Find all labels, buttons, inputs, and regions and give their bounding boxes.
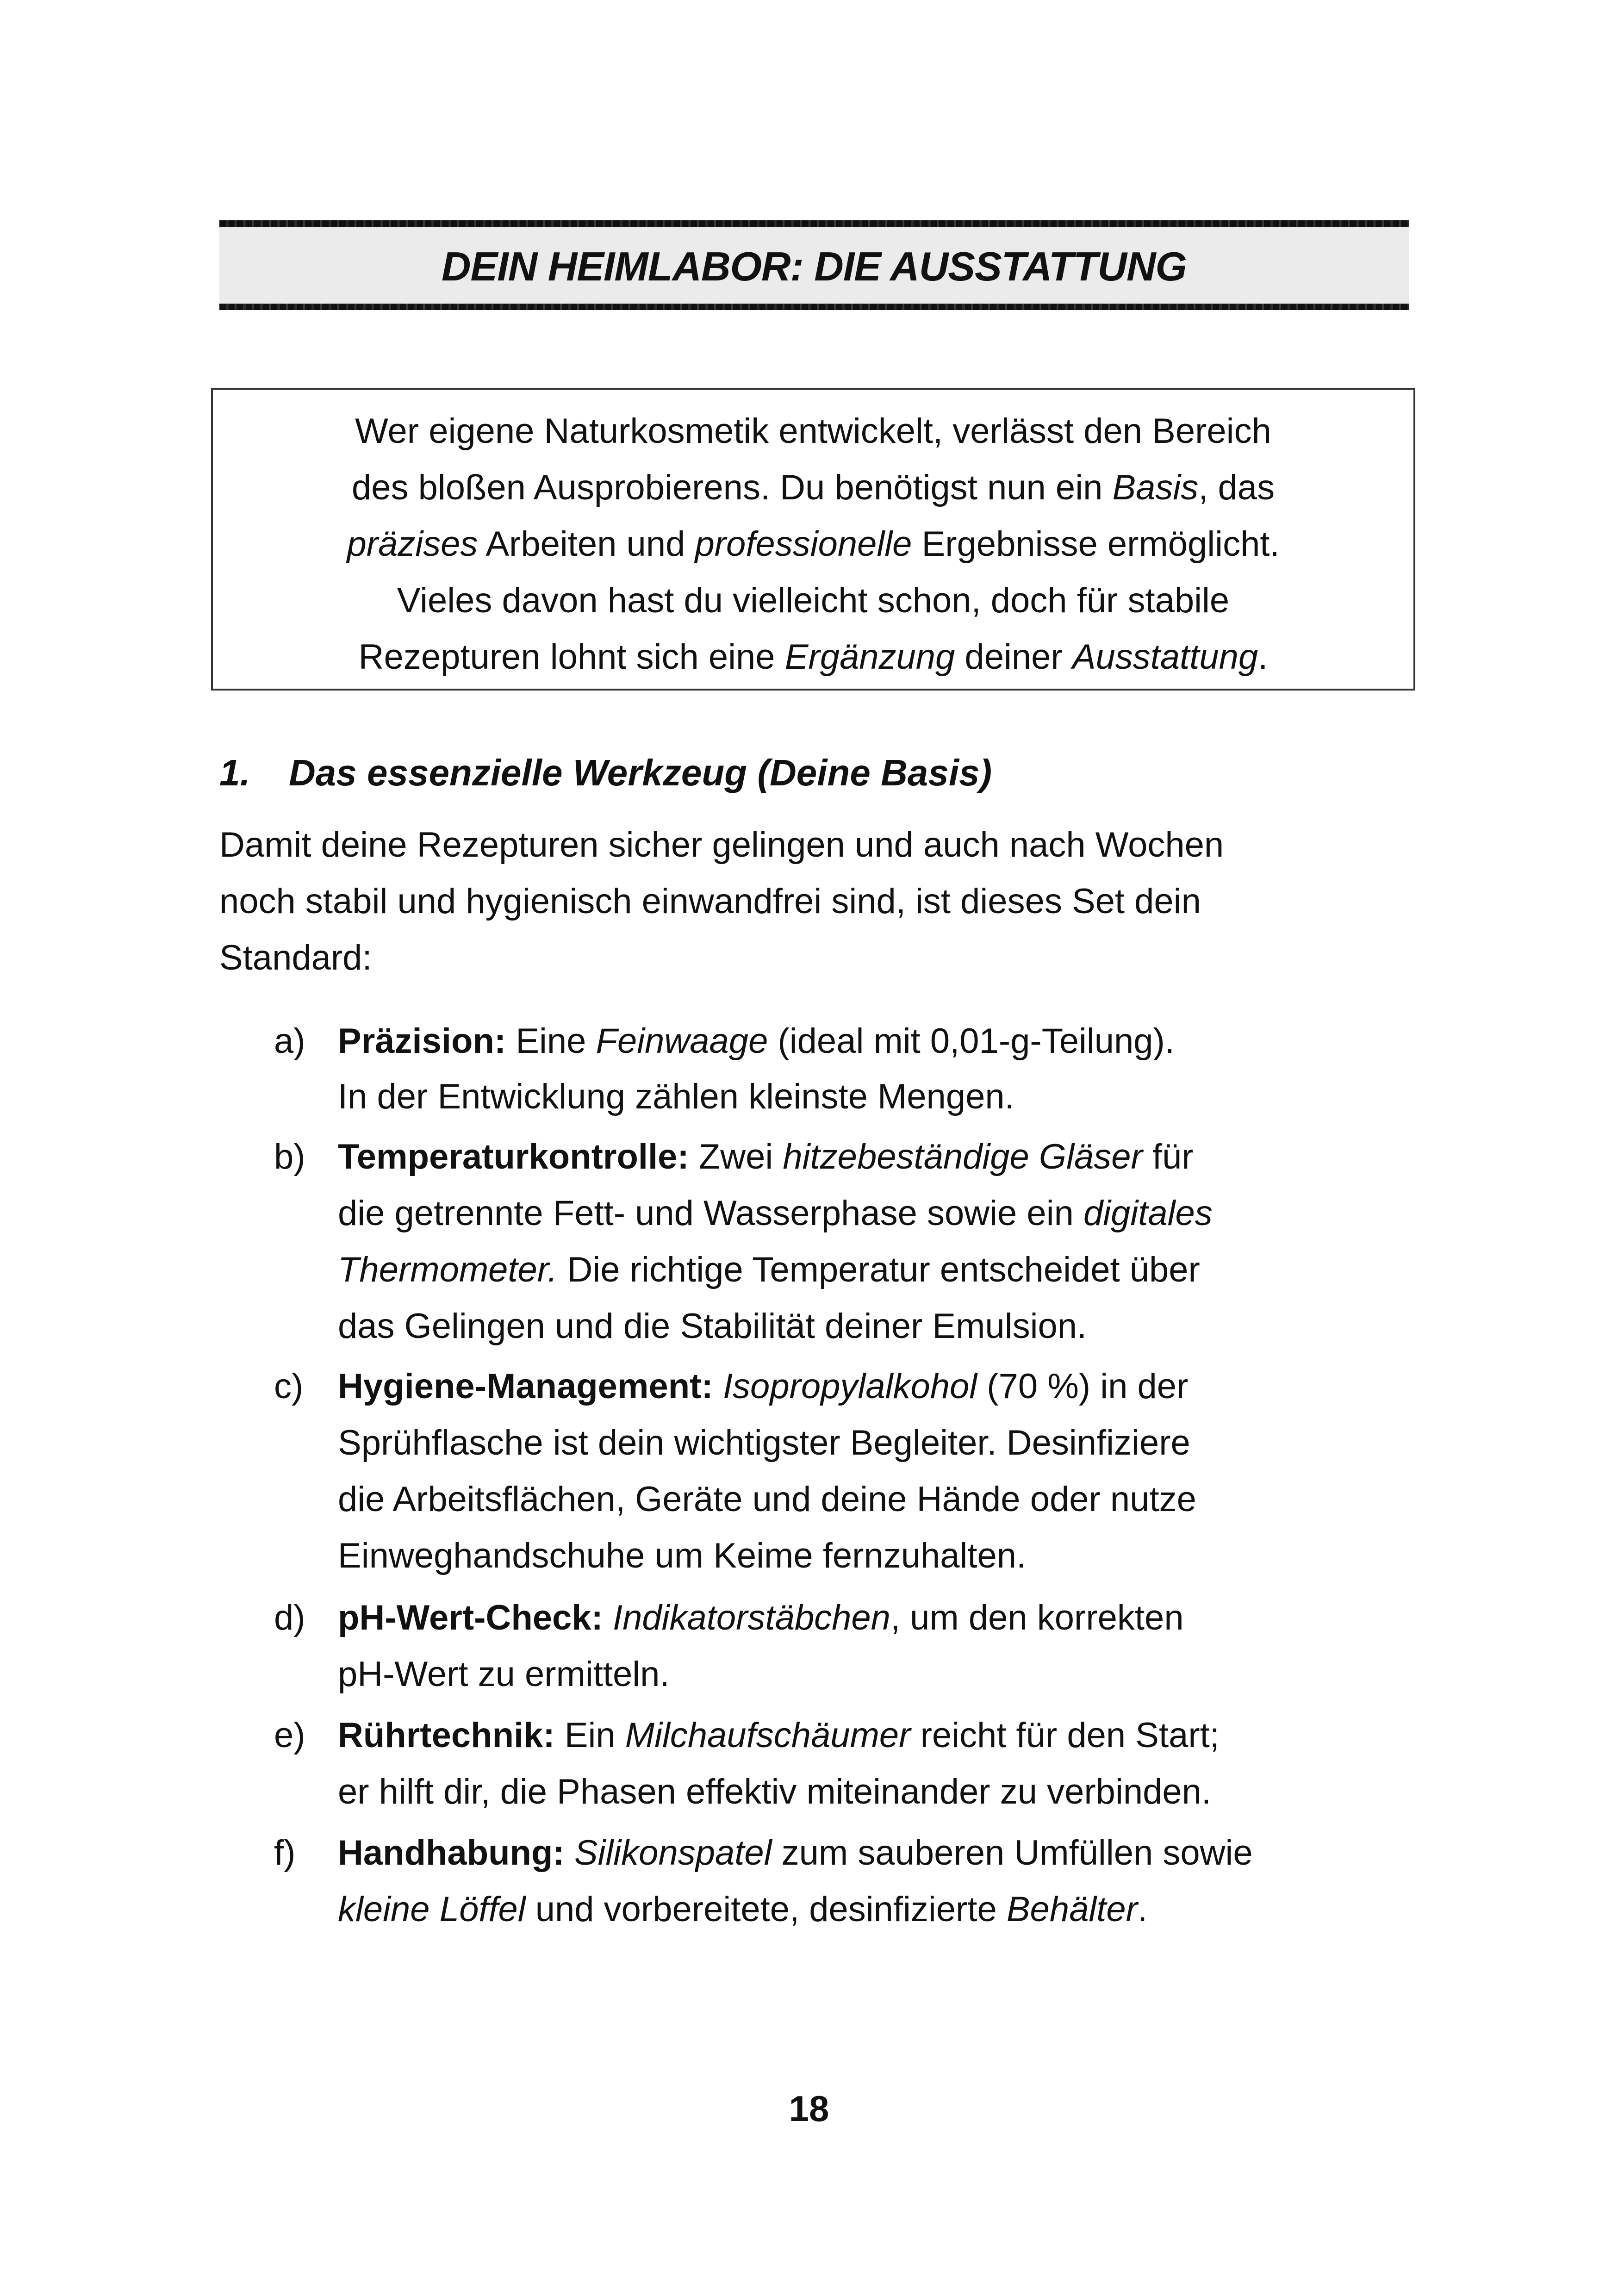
paragraph-line: Damit deine Rezepturen sicher gelingen und auch nach Wochen — [219, 825, 1224, 865]
item-emphasis: Thermometer. — [338, 1250, 558, 1289]
item-text: . — [1137, 1890, 1148, 1929]
item-text: (70 %) in der — [977, 1367, 1189, 1406]
page-number: 18 — [789, 2088, 829, 2129]
list-marker: c) — [274, 1367, 304, 1406]
intro-emphasis: Ergänzung — [784, 637, 955, 677]
intro-text: , das — [1198, 468, 1275, 507]
item-emphasis: Indikatorstäbchen — [612, 1598, 890, 1637]
intro-line — [213, 408, 1413, 454]
item-label: Hygiene-Management: — [338, 1367, 713, 1406]
section-heading — [219, 750, 992, 796]
list-marker: d) — [274, 1598, 305, 1637]
title-banner — [219, 220, 1409, 310]
item-text: Zwei — [689, 1137, 783, 1176]
item-emphasis: Silikonspatel — [574, 1833, 772, 1873]
list-marker: a) — [274, 1021, 305, 1061]
intro-text: des bloßen Ausprobierens. Du benötigst nun ein — [351, 468, 1113, 507]
list-item-line: pH-Wert zu ermitteln. — [338, 1655, 670, 1694]
paragraph-line: Standard: — [219, 938, 372, 977]
intro-text: Vieles davon hast du vielleicht schon, doch für stabile — [397, 581, 1230, 620]
list-item-line — [338, 1886, 1147, 1933]
item-emphasis: Isopropylalkohol — [722, 1367, 977, 1406]
list-item-line: die Arbeitsflächen, Geräte und deine Hände oder nutze — [338, 1480, 1196, 1519]
item-text: Die richtige Temperatur entscheidet über — [557, 1250, 1200, 1289]
list-marker: f) — [274, 1833, 296, 1873]
list-item-line — [338, 1830, 1253, 1876]
intro-text: deiner — [955, 637, 1072, 677]
intro-emphasis: Ausstattung — [1072, 637, 1258, 677]
item-label: Temperaturkontrolle: — [338, 1137, 689, 1176]
list-marker: b) — [274, 1137, 305, 1176]
intro-emphasis: Basis — [1112, 468, 1199, 507]
item-text — [603, 1598, 613, 1637]
list-item-line — [338, 1363, 1188, 1410]
intro-emphasis: professionelle — [695, 524, 912, 564]
list-item-line: Einweghandschuhe um Keime fernzuhalten. — [338, 1536, 1027, 1575]
item-label: Rührtechnik: — [338, 1716, 555, 1755]
item-text: für — [1142, 1137, 1194, 1176]
list-item-line: In der Entwicklung zählen kleinste Mengen. — [338, 1077, 1014, 1116]
item-text: (ideal mit 0,01-g-Teilung). — [768, 1021, 1175, 1061]
list-item-line — [338, 1247, 1200, 1293]
item-label: Handhabung: — [338, 1833, 565, 1873]
intro-text: Wer eigene Naturkosmetik entwickelt, verlässt den Bereich — [355, 411, 1271, 451]
item-emphasis: hitzebeständige Gläser — [783, 1137, 1143, 1176]
item-emphasis: Behälter — [1006, 1890, 1138, 1929]
item-text: und vorbereitete, desinfizierte — [525, 1890, 1007, 1929]
intro-emphasis: präzises — [347, 524, 478, 564]
list-item-line: er hilft dir, die Phasen effektiv miteinander zu verbinden. — [338, 1772, 1212, 1811]
item-emphasis: kleine Löffel — [338, 1890, 526, 1929]
list-item-line — [338, 1712, 1220, 1759]
list-item-line — [338, 1595, 1184, 1641]
list-item-line — [338, 1018, 1175, 1064]
list-item-line — [338, 1190, 1213, 1237]
intro-text: Ergebnisse ermöglicht. — [912, 524, 1280, 564]
item-text: zum sauberen Umfüllen sowie — [772, 1833, 1253, 1873]
item-label: pH-Wert-Check: — [338, 1598, 603, 1637]
item-text: die getrennte Fett- und Wasserphase sowie ein — [338, 1194, 1083, 1233]
intro-line — [213, 465, 1413, 511]
title-bottom-rule — [219, 304, 1409, 310]
item-text: , um den korrekten — [890, 1598, 1184, 1637]
list-item-line: das Gelingen und die Stabilität deiner Emulsion. — [338, 1307, 1087, 1346]
intro-text: Rezepturen lohnt sich eine — [358, 637, 785, 677]
item-label: Präzision: — [338, 1021, 506, 1061]
item-text — [565, 1833, 574, 1873]
section-number: 1. — [219, 752, 250, 793]
intro-text: . — [1258, 637, 1268, 677]
item-text: reicht für den Start; — [910, 1716, 1220, 1755]
paragraph-line: noch stabil und hygienisch einwandfrei sind, ist dieses Set dein — [219, 882, 1201, 921]
item-emphasis: Feinwaage — [596, 1021, 768, 1061]
item-text: Ein — [554, 1716, 625, 1755]
list-item-line: Sprühflasche ist dein wichtigster Begleiter. Desinfiziere — [338, 1423, 1190, 1462]
item-emphasis: Milchaufschäumer — [625, 1716, 911, 1755]
title-top-rule — [219, 220, 1409, 227]
list-marker: e) — [274, 1716, 305, 1755]
item-text: Eine — [506, 1021, 596, 1061]
intro-line — [213, 578, 1413, 624]
intro-line — [213, 634, 1413, 680]
intro-box — [211, 388, 1415, 691]
page-title: DEIN HEIMLABOR: DIE AUSSTATTUNG — [442, 243, 1187, 289]
intro-text: Arbeiten und — [478, 524, 695, 564]
item-text — [713, 1367, 723, 1406]
intro-line — [213, 521, 1413, 567]
section-heading-text: Das essenzielle Werkzeug (Deine Basis) — [289, 752, 992, 793]
list-item-line — [338, 1134, 1194, 1180]
item-emphasis: digitales — [1083, 1194, 1213, 1233]
